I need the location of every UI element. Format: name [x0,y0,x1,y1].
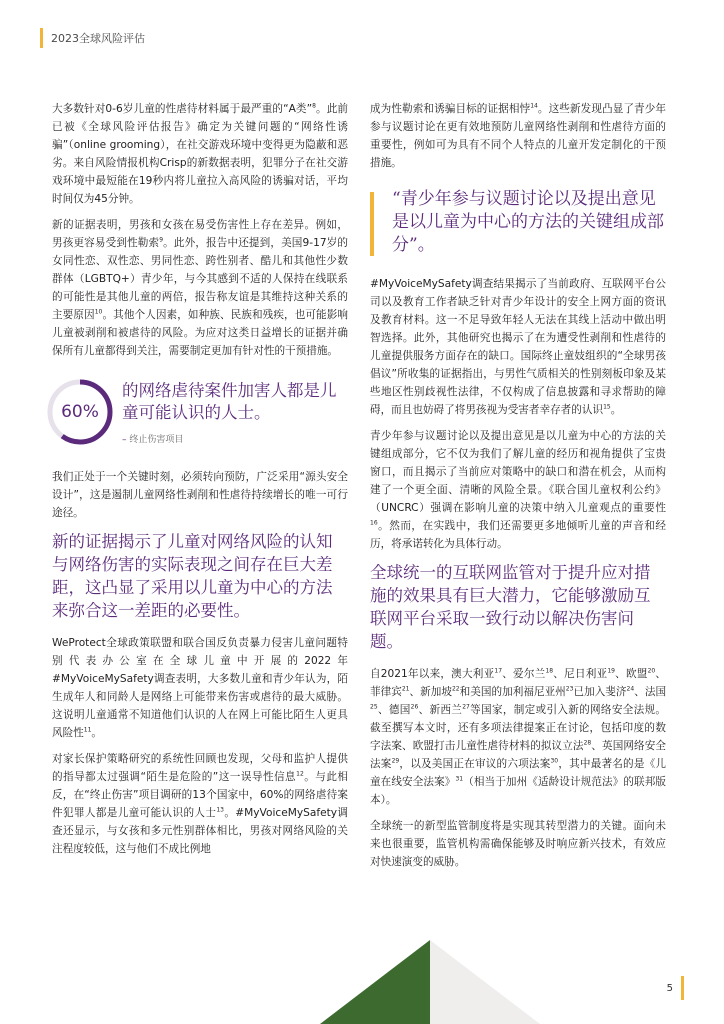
paragraph: 成为性勒索和诱骗目标的证据相悖$^{14}$。这些新发现凸显了青少年参与议题讨论在更有效地预防儿童网络性剥削和性虐待方面的重要性，例如可为具有不同个人特点的儿童开发定制化的干预措施。 [370,102,667,169]
paragraph: #MyVoiceMySafety调查结果揭示了当前政府、互联网平台公司以及教育工作者缺乏针对青少年设计的安全上网方面的资讯及教育材料。这一不足导致年轻人无法在其线上活动中做出明智选择。此外，其他研究也揭示了在为遭受性剥削和性虐待的儿童提供服务方面存在的缺口。国际终止童妓组织的“全球男孩倡议”所收集的证据指出，与男性气质相关的性别刻板印象及某些地区性别歧视性法律，不仅构成了信息披露和寻求帮助的障碍，而且也妨碍了将男孩视为受害者幸存者的认识$^{15}$。 [370,278,666,416]
header-accent-bar [40,28,43,48]
pull-quote [370,188,666,257]
quote-accent-bar [370,192,374,256]
header-title: 2023全球风险评估 [51,32,145,45]
grey-triangle [430,940,540,1024]
section-heading: 全球统一的互联网监管对于提升应对措施的效果具有巨大潜力，它能够激励互联网平台采取一致行动以解决伤害问题。 [370,563,651,651]
page-number: 5 [666,982,673,994]
green-triangle [320,940,430,1024]
section-heading: 新的证据揭示了儿童对网络风险的认知与网络伤害的实际表现之间存在巨大差距，这凸显了采用以儿童为中心的方法来弥合这一差距的必要性。 [52,532,333,620]
quote-text: “青少年参与议题讨论以及提出意见是以儿童为中心的方法的关键组成部分”。 [392,189,664,255]
percentage-ring [44,376,116,448]
paragraph: 我们正处于一个关键时刻，必须转向预防，广泛采用“源头安全设计”，这是遏制儿童网络性剥削和性虐待持续增长的唯一可行途径。 [52,471,348,519]
right-column [370,100,666,879]
page-header [40,28,145,48]
paragraph: 对家长保护策略研究的系统性回顾也发现，父母和监护人提供的指导都太过强调“陌生是危险的”这一误导性信息$^{12}$。与此相反，在“终止伤害”项目调研的13个国家中，60%的网络虐待案件犯罪人都是儿童可能认识的人士$^{13}$。#MyVoiceMySafety调查还显示，与女孩和多元性别群体相比，男孩对网络风险的关注程度较低，这与他们不成比例地 [52,753,348,855]
statistic-callout [44,376,348,448]
left-column [52,100,348,866]
footer-accent-bar [681,976,684,1000]
page-footer [667,976,684,1000]
statistic-source: – 终止伤害项目 [122,435,184,445]
paragraph: 新的证据表明，男孩和女孩在易受伤害性上存在差异。例如，男孩更容易受到性勒索$^9$。此外，报告中还提到，美国9-17岁的女同性恋、双性恋、男同性恋、跨性别者、酷儿和其他性少数群体（LGBTQ+）青少年，与今其感到不适的人保持在线联系的可能性是其他儿童的两倍，报告称友谊是其维持这种关系的主要原因$^{10}$。其他个人因素，如种族、民族和残疾，也可能影响儿童被剥削和被虐待的风险。为应对这类日益增长的证据并确保所有儿童都得到关注，需要制定更加有针对性的干预措施。 [52,219,349,357]
paragraph: 青少年参与议题讨论以及提出意见是以儿童为中心的方法的关键组成部分，它不仅为我们了解儿童的经历和视角提供了宝贵窗口，而且揭示了当前应对策略中的缺口和潜在机会，从而构建了一个更全面、清晰的风险全景。《联合国儿童权利公约》（UNCRC）强调在影响儿童的决策中纳入儿童观点的重要性$^{16}$。然而，在实践中，我们还需要更多地倾听儿童的声音和经历，将承诺转化为具体行动。 [370,430,666,550]
paragraph: 大多数针对0-6岁儿童的性虐待材料属于最严重的“A类”$^8$。此前已被《全球风险评估报告》确定为关键问题的“网络性诱骗”（online grooming），在社交游戏环境中变得更为隐蔽和恶劣。来自风险情报机构Crisp的新数据表明，犯罪分子在社交游戏环境中最短能在19秒内将儿童拉入高风险的诱骗对话，平均时间仅为45分钟。 [52,102,348,205]
paragraph: 全球统一的新型监管制度将是实现其转型潜力的关键。面向未来也很重要，监管机构需确保能够及时响应新兴技术，有效应对快速演变的威胁。 [370,820,666,868]
paragraph: 自2021年以来，澳大利亚$^{17}$、爱尔兰$^{18}$、尼日利亚$^{19}$、欧盟$^{20}$、菲律宾$^{21}$、新加坡$^{22}$和美国的加利福尼亚州$^{23}$已加入斐济$^{24}$、法国$^{25}$、德国$^{26}$、新西兰$^{27}$等国家，制定或引入新的网络安全法规。截至撰写本文时，还有多项法律提案正在讨论，包括印度的数字法案、欧盟打击儿童性虐待材料的拟议立法$^{28}$、英国网络安全法案$^{29}$，以及美国正在审议的六项法案$^{30}$，其中最著名的是《儿童在线安全法案》$^{31}$（相当于加州《适龄设计规范法》的联邦版本）。 [370,667,667,806]
statistic-text: 的网络虐待案件加害人都是儿童可能认识的人士。 [122,381,337,422]
paragraph: WeProtect全球政策联盟和联合国反负责暴力侵害儿童问题特别代表办公室在全球儿童中开展的2022年#MyVoiceMySafety调查表明，大多数儿童和青少年认为，陌生成年人和同龄人是网络上可能带来伤害或虐待的最大威胁。这说明儿童通常不知道他们认识的人在网上可能比陌生人更具风险性$^{11}$。 [52,637,348,739]
percentage-value: 60% [61,402,99,422]
